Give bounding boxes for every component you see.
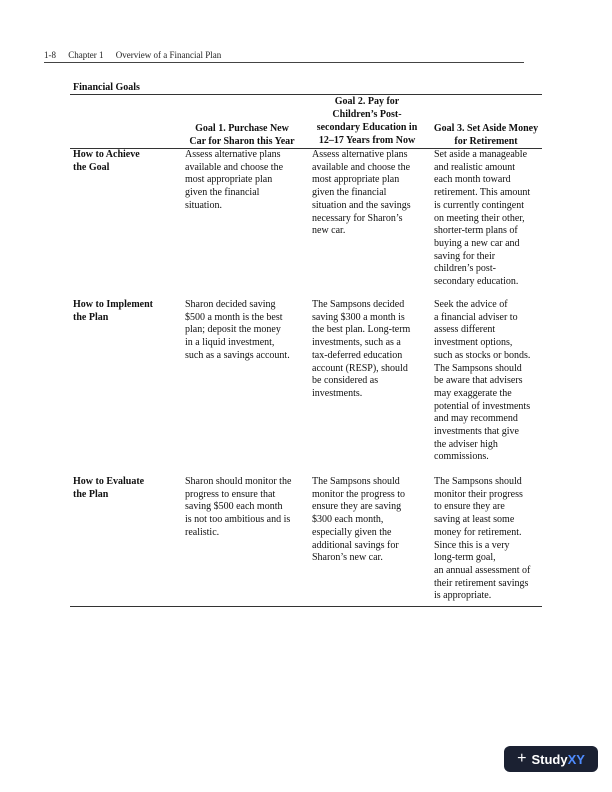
table-cell: Set aside a manageable and realistic amount each month toward retirement. This amount is currently contingent on meeting their other, shorter-term plans of buying a new car and saving for their children’s post- secondary education. [434,149,531,288]
table-cell: The Sampsons should monitor their progress to ensure they are saving at least some money for retirement. Since this is a very long-term goal, an annual assessment of their retirement savings is appropriate. [434,476,531,602]
chapter-label: Chapter 1 [68,50,104,60]
table-cell: Sharon decided saving $500 a month is the best plan; deposit the money in a liquid investment, such as a savings account. [185,299,290,361]
row-label-achieve: How to Achieve the Goal [73,149,140,173]
table-top-rule [70,94,542,95]
table-cell: Seek the advice of a financial adviser to assess different investment options, such as stocks or bonds. The Sampsons should be aware that advisers may exaggerate the potential of investments and may recommend investments that give the adviser high commissions. [434,299,531,463]
table-cell: The Sampsons decided saving $300 a month is the best plan. Long-term investments, such as a tax-deferred education account (RESP), should be considered as investments. [312,299,411,399]
column-header-goal-3: Goal 3. Set Aside Money for Retirement [433,123,539,147]
table-cell: Assess alternative plans available and choose the most appropriate plan given the financial situation. [185,149,284,211]
column-header-goal-2: Goal 2. Pay for Children’s Post- secondary Education in 12–17 Years from Now [316,96,418,146]
plus-icon: + [517,750,527,767]
page-number: 1-8 [44,50,56,60]
table-cell: Sharon should monitor the progress to ensure that saving $500 each month is not too ambitious and is realistic. [185,476,292,538]
running-head [44,50,231,60]
row-label-implement: How to Implement the Plan [73,299,153,323]
column-header-goal-1: Goal 1. Purchase New Car for Sharon this Year [189,123,295,147]
table-title: Financial Goals [73,82,140,93]
watermark-brand-accent: XY [567,751,585,767]
table-bottom-rule [70,606,542,607]
watermark-brand-main: Study [531,751,568,767]
table-cell: The Sampsons should monitor the progress to ensure they are saving $300 each month, especially given the additional savings for Sharon’s new car. [312,476,406,564]
watermark-text [531,752,584,767]
row-label-evaluate: How to Evaluate the Plan [73,476,145,500]
chapter-title: Overview of a Financial Plan [115,50,222,60]
header-divider [44,62,524,63]
table-cell: Assess alternative plans available and choose the most appropriate plan given the financial situation and the savings necessary for Sharon’s new car. [312,149,411,237]
studyxy-watermark [504,746,598,772]
